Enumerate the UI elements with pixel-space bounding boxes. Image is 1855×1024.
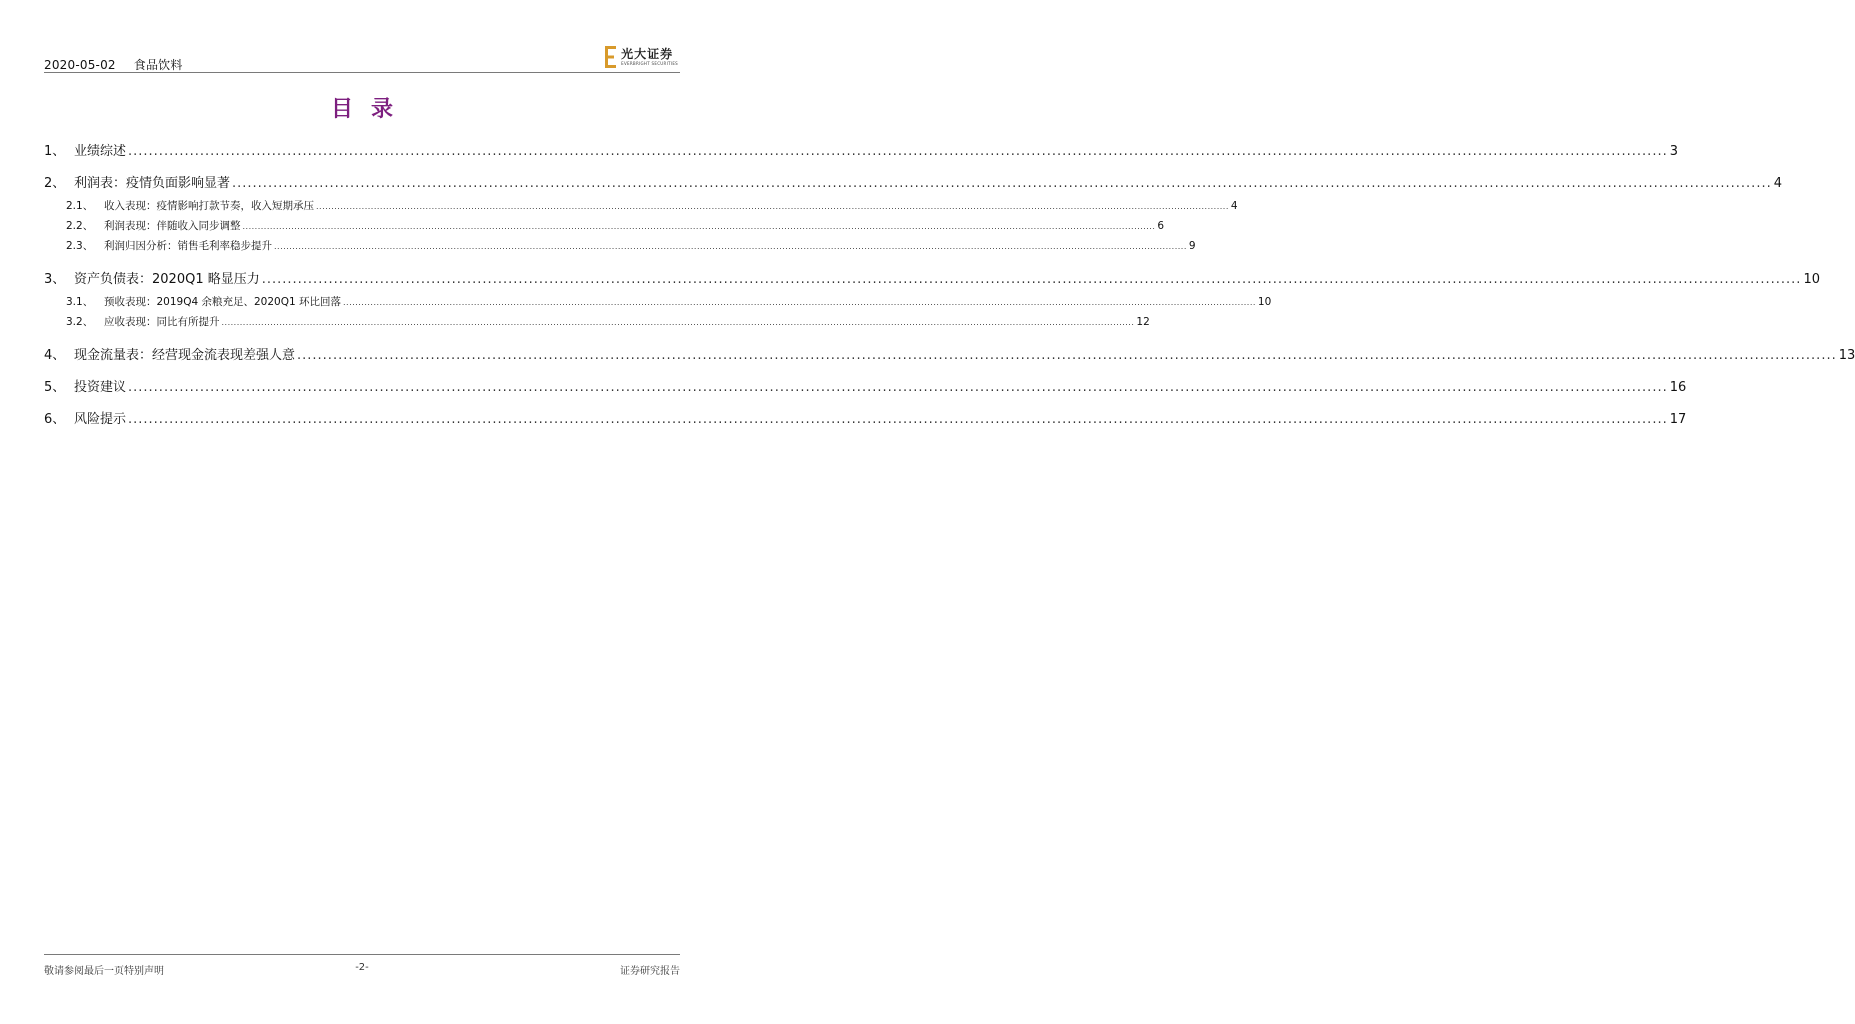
toc-entry-page: 9 [1188,240,1196,252]
toc-entry-page: 12 [1136,316,1150,328]
toc-entry-number: 2.2、 [66,220,94,232]
toc-entry-page: 13 [1838,348,1855,363]
page-footer [44,954,680,984]
toc-entry-page: 4 [1773,176,1782,191]
toc-entry[interactable] [44,344,1855,363]
toc-dot-leader: ............................................................................................................................................................................................................................................................................................................ [128,380,1668,395]
toc-dot-leader: ............................................................................................................................................................................................................................................................................................................ [128,412,1668,427]
toc-dot-leader: ............................................................................................................................................................................................................................................................................................................ [343,298,1256,307]
toc-entry-page: 16 [1669,380,1687,395]
toc-title: 目录 [330,97,411,122]
toc-entry-page: 6 [1157,220,1165,232]
header-meta [44,56,183,73]
toc-dot-leader: ............................................................................................................................................................................................................................................................................................................ [297,348,1837,363]
toc-entry-number: 3.1、 [66,296,94,308]
toc-entry-number: 4、 [44,348,66,363]
toc-entry[interactable] [44,218,1165,233]
toc-entry-number: 5、 [44,380,66,395]
toc-entry-page: 4 [1230,200,1238,212]
toc-entry-label: 风险提示 [74,412,127,427]
toc-dot-leader: ............................................................................................................................................................................................................................................................................................................ [261,272,1802,287]
toc-entry-label: 利润归因分析：销售毛利率稳步提升 [104,240,272,252]
toc-entry-label: 收入表现：疫情影响打款节奏，收入短期承压 [104,200,314,212]
toc-entry-label: 预收表现：2019Q4 余粮充足、2020Q1 环比回落 [104,296,342,308]
toc-entry-number: 3、 [44,272,66,287]
page-header [44,44,680,72]
everbright-logo-icon [605,46,617,68]
toc-dot-leader: ............................................................................................................................................................................................................................................................................................................ [242,222,1156,231]
toc-dot-leader: ............................................................................................................................................................................................................................................................................................................ [274,242,1187,251]
toc-entry-number: 2.1、 [66,200,94,212]
toc-entry[interactable] [44,268,1820,287]
industry-label: 食品饮料 [133,58,183,72]
page-number: -2- [355,962,369,973]
toc-dot-leader: ............................................................................................................................................................................................................................................................................................................ [221,318,1135,327]
toc-entry-number: 1、 [44,144,66,159]
toc-entry-label: 现金流量表：经营现金流表现差强人意 [74,348,296,363]
footer-disclaimer: 敬请参阅最后一页特别声明 [44,966,164,977]
toc-entry-page: 3 [1669,144,1678,159]
toc-entry[interactable] [44,314,1150,329]
toc-entry-page: 17 [1669,412,1687,427]
footer-divider [44,954,680,955]
toc-entry-label: 资产负债表：2020Q1 略显压力 [74,272,260,287]
report-date: 2020-05-02 [44,58,116,72]
header-divider [44,72,680,73]
report-type: 证券研究报告 [620,966,680,977]
toc-entry[interactable] [44,294,1272,309]
toc-entry-label: 利润表：疫情负面影响显著 [74,176,231,191]
everbright-logo [605,44,678,70]
toc-entry[interactable] [44,140,1678,159]
logo-text: 光大证券 [621,47,674,61]
toc-entry[interactable] [44,376,1687,395]
toc-entry-label: 业绩综述 [74,144,127,159]
toc-dot-leader: ............................................................................................................................................................................................................................................................................................................ [128,144,1668,159]
toc-entry-label: 利润表现：伴随收入同步调整 [104,220,241,232]
toc-dot-leader: ............................................................................................................................................................................................................................................................................................................ [232,176,1772,191]
toc-entry[interactable] [44,198,1238,213]
logo-subtext: EVERBRIGHT SECURITIES [621,61,678,66]
toc-dot-leader: ............................................................................................................................................................................................................................................................................................................ [316,202,1229,211]
toc-entry[interactable] [44,408,1687,427]
toc-entry-label: 投资建议 [74,380,127,395]
toc-entry-number: 3.2、 [66,316,94,328]
toc-entry-number: 2.3、 [66,240,94,252]
toc-entry-number: 2、 [44,176,66,191]
toc-entry[interactable] [44,238,1196,253]
toc-entry-label: 应收表现：同比有所提升 [104,316,220,328]
toc-entry[interactable] [44,172,1782,191]
toc-entry-page: 10 [1257,296,1272,308]
toc-entry-page: 10 [1803,272,1820,287]
toc-entry-number: 6、 [44,412,66,427]
